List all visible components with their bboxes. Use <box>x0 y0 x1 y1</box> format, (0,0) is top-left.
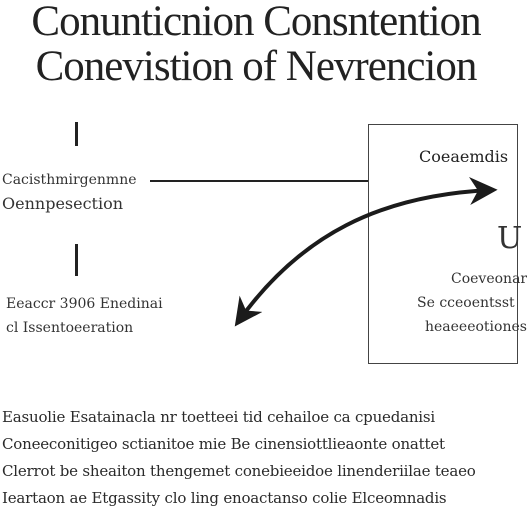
box-glyph: U <box>497 221 523 256</box>
title-line-2: Conevistion of Nevrencion <box>35 43 477 90</box>
box-text-1: Coeveonar <box>451 271 527 287</box>
box-title: Coeaemdis <box>419 147 509 166</box>
left-label-bottom-2: cl Issentoeeration <box>6 320 134 336</box>
diagram-title <box>0 0 512 88</box>
right-box <box>368 124 527 364</box>
box-text-2: Se cceoentsst <box>417 295 515 311</box>
body-paragraph <box>2 404 512 512</box>
title-line-1: Conunticnion Consntention <box>31 0 481 45</box>
left-label-lower: Oennpesection <box>2 194 124 213</box>
paragraph-line-1: Easuolie Esatainacla nr toetteei tid cehailoe ca cpuedanisi <box>2 408 435 426</box>
paragraph-line-2: Coneeconitigeo sctianitoe mie Be cinensiottlieaonte onattet <box>2 435 445 453</box>
left-label-upper: Cacisthmirgenmne <box>2 172 137 188</box>
vertical-tick-bottom <box>75 244 78 276</box>
paragraph-line-4: Ieartaon ae Etgassity clo ling enoactanso colie Elceomnadis <box>2 489 447 507</box>
box-text-3: heaeeeotiones <box>425 319 527 335</box>
left-label-bottom-1: Eeaccr 3906 Enedinai <box>6 296 163 312</box>
vertical-tick-top <box>75 122 78 146</box>
paragraph-line-3: Clerrot be sheaiton thengemet conebieeidoe linenderiilae teaeo <box>2 462 476 480</box>
